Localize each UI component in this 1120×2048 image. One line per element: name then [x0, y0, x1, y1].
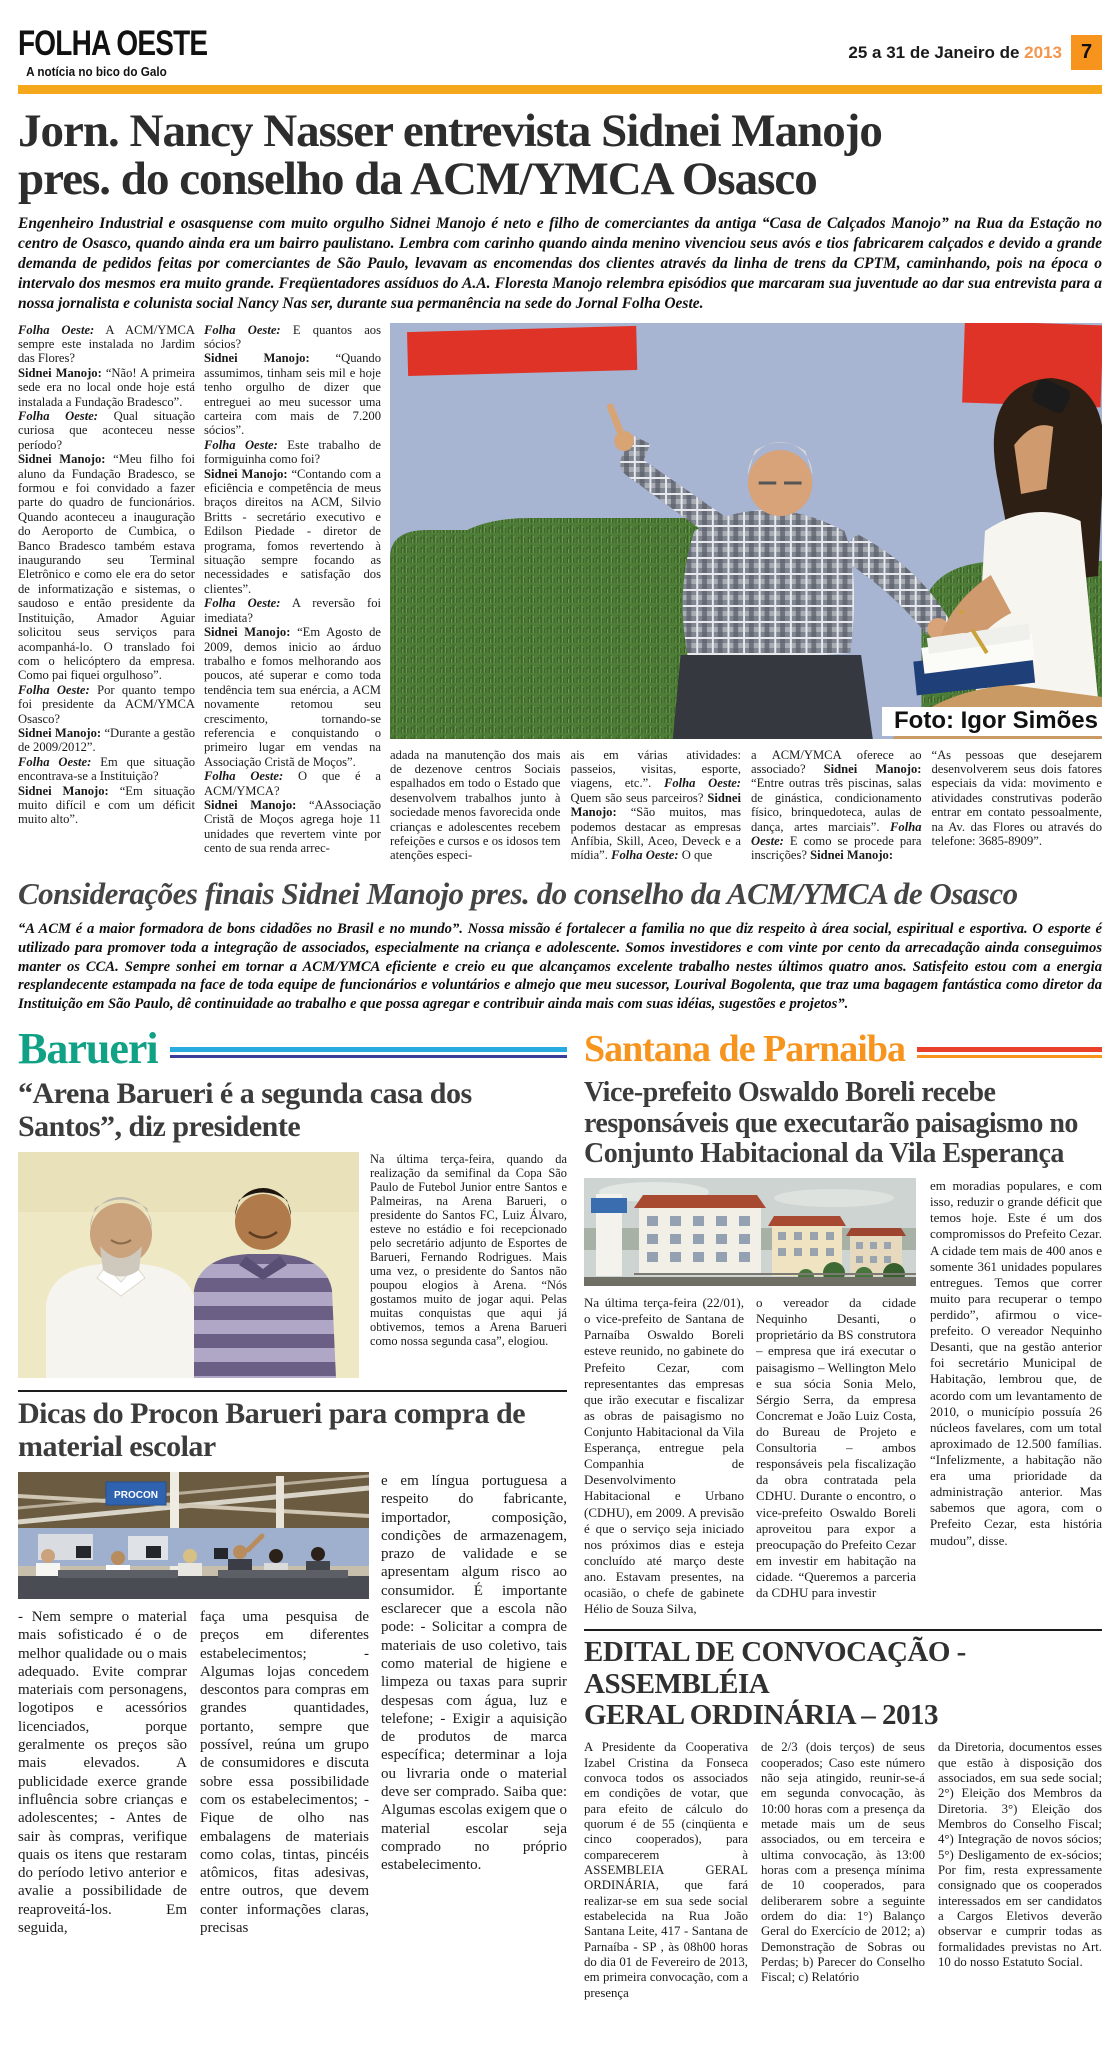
- santana-section: [584, 1026, 1102, 2001]
- edital-headline-line-1: EDITAL DE CONVOCAÇÃO - ASSEMBLÉIA: [584, 1636, 966, 1700]
- consideracoes-quote: “A ACM é a maior formadora de bons cidadões no Brasil e no mundo”. Nossa missão é fortalecer a familia no que diz respeito à área social, espiritual e esportiva. O esporte é utilizado para promover toda a integração de associados, especialmente na criança e adolescente. Somos investidores e com vinte por cento da arrecadação ainda conseguimos manter os CCA. Sempre sonhei em tornar a ACM/YMCA eficiente e creio eu que alcançamos excelente trabalho nestes últimos quatro anos. Satisfeito estou com a energia resplandecente estampada na face de toda equipe de funcionários e voluntários e almejo que meu sucessor, Lourival Bogolenta, que traz uma bagagem fantástica como diretor da Instituição em São Paulo, dê continuidade ao trabalho e que possa agregar e contribuir ainda mais com suas idéias, sugestões e projetos”.: [18, 920, 1102, 1013]
- edital-headline-line-2: GERAL ORDINÁRIA – 2013: [584, 1698, 938, 1731]
- barueri-section-label: Barueri: [18, 1024, 158, 1074]
- procon-column-2: faça uma pesquisa de preços em diferentes estabelecimentos; - Algumas lojas concedem descontos para compras em grandes quantidades, portanto, sempre que possível, reúna um grupo de consumidores e discuta sobre essa possibilidade com os estabelecimentos; - Fique de olho nas embalagens de materiais como colas, tintas, pincéis atômicos, fitas adesivas, entre outros, que devem conter informações claras, precisas: [200, 1608, 369, 1937]
- main-headline: [18, 105, 1102, 205]
- procon-headline: Dicas do Procon Barueri para compra de material escolar: [18, 1397, 526, 1463]
- interview-column-3: adada na manutenção dos mais de dezenove centros Sociais espalhados em todo o Estado que desenvolvem trabalhos junto à sociedade menos favorecida onde crianças e adolescentes recebem refeições e cursos e os idosos tem atenções especi-: [390, 747, 561, 863]
- interview-photo-area: [390, 323, 1102, 866]
- santana-column-2: o vereador da cidade Nequinho Desanti, o proprietário da BS construtora – empresa que irá executar o paisagismo – Wellington Melo e sua sócia Sonia Melo, Sérgio Serra, da empresa Concremat e João Luiz Costa, do Bureau de Projeto e Consultoria – ambos responsáveis pela fiscalização da obra contratada pela CDHU. Durante o encontro, o vice-prefeito Oswaldo Boreli aproveitou para expor a preocupação do Prefeito Cezar em investir em habitação na cidade. “Queremos a parceria da CDHU para investir: [756, 1295, 916, 1601]
- newspaper-tagline: A notícia no bico do Galo: [26, 64, 167, 79]
- interview-column-4: ais em várias atividades: passeios, visitas, esporte, viagens, etc.”. Folha Oeste: Quem são seus parceiros? Sidnei Manojo: “São muitos, mas podemos destacar as empresas Anfíbia, Skill, Aceo, Deveck e a mídia”. Folha Oeste: O que: [570, 747, 741, 863]
- barueri-section: [18, 1026, 567, 2001]
- interview-column-6: “As pessoas que desejarem desenvolverem seus dois fatores especiais da vida: movimento e atividades construtivas poderão entrar em contato pessoalmente, na Av. das Flores ou através do telefone: 3685-8909”.: [931, 747, 1102, 849]
- photo-caption: Foto: Igor Simões: [882, 707, 1102, 736]
- interview-column-2: Folha Oeste: E quantos aos sócios? Sidnei Manojo: “Quando assumimos, tinham seis mil e hoje tenho orgulho de dizer que entreguei ao meu sucessor uma carteira com mais de 7.200 sócios”. Folha Oeste: Este trabalho de formiguinha como foi? Sidnei Manojo: “Contando com a eficiência e competência de meus braços direitos na ACM, Silvio Britts - secretário executivo e Edilson Piedade - diretor de programa, fomos revertendo à situação sempre focando as necessidades e satisfação dos clientes”. Folha Oeste: A reversão foi imediata? Sidnei Manojo: “Em Agosto de 2009, demos inicio ao árduo trabalho e fomos melhorando aos poucos, até superar e como toda tendência tem sua enércia, a ACM novamente retomou seu crescimento, tornando-se referencia e conquistando o primeiro lugar em vendas na Associação Cristã de Moços”. Folha Oeste: O que é a ACM/YMCA? Sidnei Manojo: “AAssociação Cristã de Moços agrega hoje 11 unidades que revertem vinte por cento de sua renda arrec-: [204, 322, 381, 856]
- santana-body: [584, 1178, 1102, 1617]
- newspaper-title: FOLHA OESTE: [18, 24, 208, 63]
- edital-columns: [584, 1740, 1102, 2001]
- article-deck: Engenheiro Industrial e osasquense com muito orgulho Sidnei Manojo é neto e filho de comerciantes da antiga “Casa de Calçados Manojo” na Rua da Estação no centro de Osasco, quando ainda era um bairro paulistano. Lembra com carinho quando ainda menino vivenciou seus avós e tios fabricarem calçados e devido a grande demanda de pedidos feitas por comerciantes de São Paulo, levavam as encomendas dos clientes através da linha de trens da CPTM, caminhando, pois na época o intervalo dos mesmos era muito grande. Freqüentadores assíduos do A.A. Floresta Manojo relembra episódios que marcaram sua juventude ao dar sua entrevista para a nossa jornalista e colunista social Nancy Nas ser, durante sua permanência na sede do Jornal Folha Oeste.: [18, 214, 1102, 313]
- procon-body: [18, 1472, 567, 1937]
- interview-photo-wrap: [390, 323, 1102, 739]
- main-headline-line-2: pres. do conselho da ACM/YMCA Osasco: [18, 152, 817, 205]
- barueri-body: [18, 1152, 567, 1378]
- masthead-rule: [18, 85, 1102, 94]
- interview-column-5: a ACM/YMCA oferece ao associado? Sidnei Manojo: “Entre outras três piscinas, salas de ginástica, condicionamento físico, brinquedoteca, aulas de dança, artes marciais”. Folha Oeste: E como se procede para inscrições? Sidnei Manojo:: [751, 747, 922, 863]
- masthead: [18, 26, 1102, 79]
- santana-section-header: [584, 1026, 1102, 1072]
- procon-columns-left: [18, 1608, 369, 1937]
- bottom-sections: [18, 1026, 1102, 2001]
- interview-photo: [390, 323, 1102, 739]
- barueri-section-rules: [170, 1047, 567, 1058]
- santana-column-1: Na última terça-feira (22/01), o vice-prefeito de Santana de Parnaíba Oswaldo Boreli esteve reunido, no gabinete do Prefeito Cezar, com representantes das empresas que irão executar e fiscalizar as obras de paisagismo no Conjunto Habitacional da Vila Esperança, entregue pela Companhia de Desenvolvimento Habitacional e Urbano (CDHU), em 2009. A previsão é que o serviço seja iniciado nos próximos dias e esteja concluído até março deste ano. Estavam presentes, na ocasião, o chefe de gabinete Hélio de Souza Silva,: [584, 1295, 744, 1617]
- santana-columns-left: [584, 1295, 916, 1617]
- barueri-body-text: Na última terça-feira, quando da realização da semifinal da Copa São Paulo de Futebol Junior entre Santos e Palmeiras, na Arena Barueri, o presidente do Santos FC, Luiz Álvaro, esteve no estádio e foi recepcionado pelo secretário adjunto de Esportes de Barueri, Fernando Rodrigues. Mais uma vez, o presidente do Santos não poupou elogios à Arena. “Nós gostamos muito de jogar aqui. Pelas muitas conquistas que aqui já obtivemos, temos a Arena Barueri como nossa segunda casa”, elogiou.: [370, 1152, 567, 1349]
- santana-column-3: em moradias populares, e com isso, reduzir o grande déficit que temos hoje. Este é um dos compromissos do Prefeito Cezar. A cidade tem mais de 400 anos e somente 361 unidades populares entregues. Temos que correr muito para recuperar o tempo perdido”, afirmou o vice-prefeito. O vereador Nequinho Desanti, que na gestão anterior foi secretário Municipal de Habitação, lembrou que, de acordo com um levantamento de 2010, o município possuía 26 núcleos favelares, com um total aproximado de 12.500 famílias. “Infelizmente, a habitação não era uma prioridade da administração anterior. Mas sabemos que agora, com o Prefeito Cezar, esta história mudou”, disse.: [930, 1178, 1102, 1548]
- consideracoes-headline: Considerações finais Sidnei Manojo pres. do conselho da ACM/YMCA de Osasco: [18, 875, 1018, 911]
- santana-photo: [584, 1178, 916, 1286]
- edital-column-2: de 2/3 (dois terços) de seus cooperados; Caso este número não seja atingido, reunir-se-á em segunda convocação, às 10:00 horas com a presença da metade mais um de seus associados, ou em terceira e ultima convocação, às 13:00 horas com a presença mínima de 10 cooperados, para deliberarem sobre a seguinte ordem do dia: 1°) Balanço Geral do Exercício de 2012; a) Demonstração de Sobras ou Perdas; b) Parecer do Conselho Fiscal; c) Relatório: [761, 1740, 925, 1985]
- barueri-section-header: [18, 1026, 567, 1072]
- procon-column-3: e em língua portuguesa a respeito do fabricante, importador, composição, condições de armazenagem, prazo de validade e se apresentam algum risco ao consumidor. É importante esclarecer que a escola não pode: - Solicitar a compra de materiais de uso coletivo, tais como material de higiene e limpeza ou taxas para suprir despesas com água, luz e telefone; - Exigir a aquisição de produtos de marca específica; determinar a loja ou livraria onde o material deve ser comprado. Saiba que: Algumas escolas exigem que o material escolar seja comprado no próprio estabelecimento.: [381, 1472, 567, 1874]
- interview-column-1: Folha Oeste: A ACM/YMCA sempre este instalada no Jardim das Flores? Sidnei Manojo: “Não! A primeira sede era no local onde hoje está instalada a Fundação Bradesco”. Folha Oeste: Qual situação curiosa que aconteceu nesse período? Sidnei Manojo: “Meu filho foi aluno da Fundação Bradesco, se formou e foi convidado a fazer parte do quadro de funcionários. Quando aconteceu a inauguração do Aeroporto de Cumbica, o Banco Bradesco também estava inaugurando seu Terminal Eletrônico e como ele era do setor de informatização e sistemas, o saudoso e então presidente da Instituição, Amador Aguiar solicitou seus serviços para acompanhá-lo. O translado foi com o helicóptero da empresa. Como pai fiquei orgulhoso”. Folha Oeste: Por quanto tempo foi presidente da ACM/YMCA Osasco? Sidnei Manojo: “Durante a gestão de 2009/2012”. Folha Oeste: Em que situação encontrava-se a Instituição? Sidnei Manojo: “Em situação muito difícil e com um déficit muito alto”.: [18, 322, 195, 827]
- edital-column-3: da Diretoria, documentos esses que estão à disposição dos associados, em sua sede social; 2°) Eleição dos Membros da Diretoria. 3°) Eleição dos Membros do Conselho Fiscal; 4°) Integração de novos sócios; 5°) Desligamento de ex-sócios; Por fim, resta expressamente consignado que os cooperados interessados em ser candidatos a Cargos Eletivos deverão observar e cumprir todas as formalidades previstas no Art. 10 do nosso Estatuto Social.: [938, 1740, 1102, 1970]
- santana-section-label: Santana de Parnaiba: [584, 1028, 905, 1071]
- masthead-right: [848, 35, 1102, 70]
- interview-subcolumns: [390, 748, 1102, 866]
- barueri-photo: [18, 1152, 359, 1378]
- procon-left: [18, 1472, 369, 1937]
- procon-sign: PROCON: [114, 1489, 158, 1501]
- santana-headline: Vice-prefeito Oswaldo Boreli recebe responsáveis que executarão paisagismo no Conjunto Habitacional da Vila Esperança: [584, 1077, 1078, 1169]
- main-headline-line-1: Jorn. Nancy Nasser entrevista Sidnei Manojo: [18, 105, 882, 157]
- procon-divider: [18, 1390, 567, 1392]
- edital-divider: [584, 1629, 1102, 1631]
- santana-left: [584, 1178, 916, 1617]
- edital-headline: [584, 1637, 1102, 1731]
- edital-column-1: A Presidente da Cooperativa Izabel Cristina da Fonseca convoca todos os associados em condições de votar, que para efeito de cálculo do quorum é de 55 (cinqüenta e cinco cooperados), para comparecerem à ASSEMBLEIA GERAL ORDINÁRIA, que fará realizar-se em sua sede social estabelecida na Rua João Santana Leite, 417 - Santana de Parnaíba - SP , às 08h00 horas do dia 01 de Fevereiro de 2013, em primeira convocação, com a presença: [584, 1740, 748, 2000]
- issue-date: [848, 43, 1062, 63]
- issue-date-text: 25 a 31 de Janeiro de: [848, 42, 1025, 62]
- barueri-headline: “Arena Barueri é a segunda casa dos Santos”, diz presidente: [18, 1077, 472, 1143]
- santana-section-rules: [917, 1047, 1102, 1058]
- procon-column-1: - Nem sempre o material mais sofisticado é o de melhor qualidade ou o mais adequado. Evite comprar materiais com personagens, logotipos e acessórios licenciados, porque geralmente os preços são mais elevados. A publicidade exerce grande influência sobre crianças e adolescentes; - Antes de sair às compras, verifique quais os itens que restaram do período letivo anterior e avalie a possibilidade de reaproveitá-los. Em seguida,: [18, 1608, 187, 1937]
- interview-section: [18, 323, 1102, 866]
- masthead-left: [18, 26, 255, 79]
- issue-date-year: 2013: [1024, 42, 1062, 62]
- page-number-badge: 7: [1071, 35, 1102, 70]
- procon-photo: [18, 1472, 369, 1599]
